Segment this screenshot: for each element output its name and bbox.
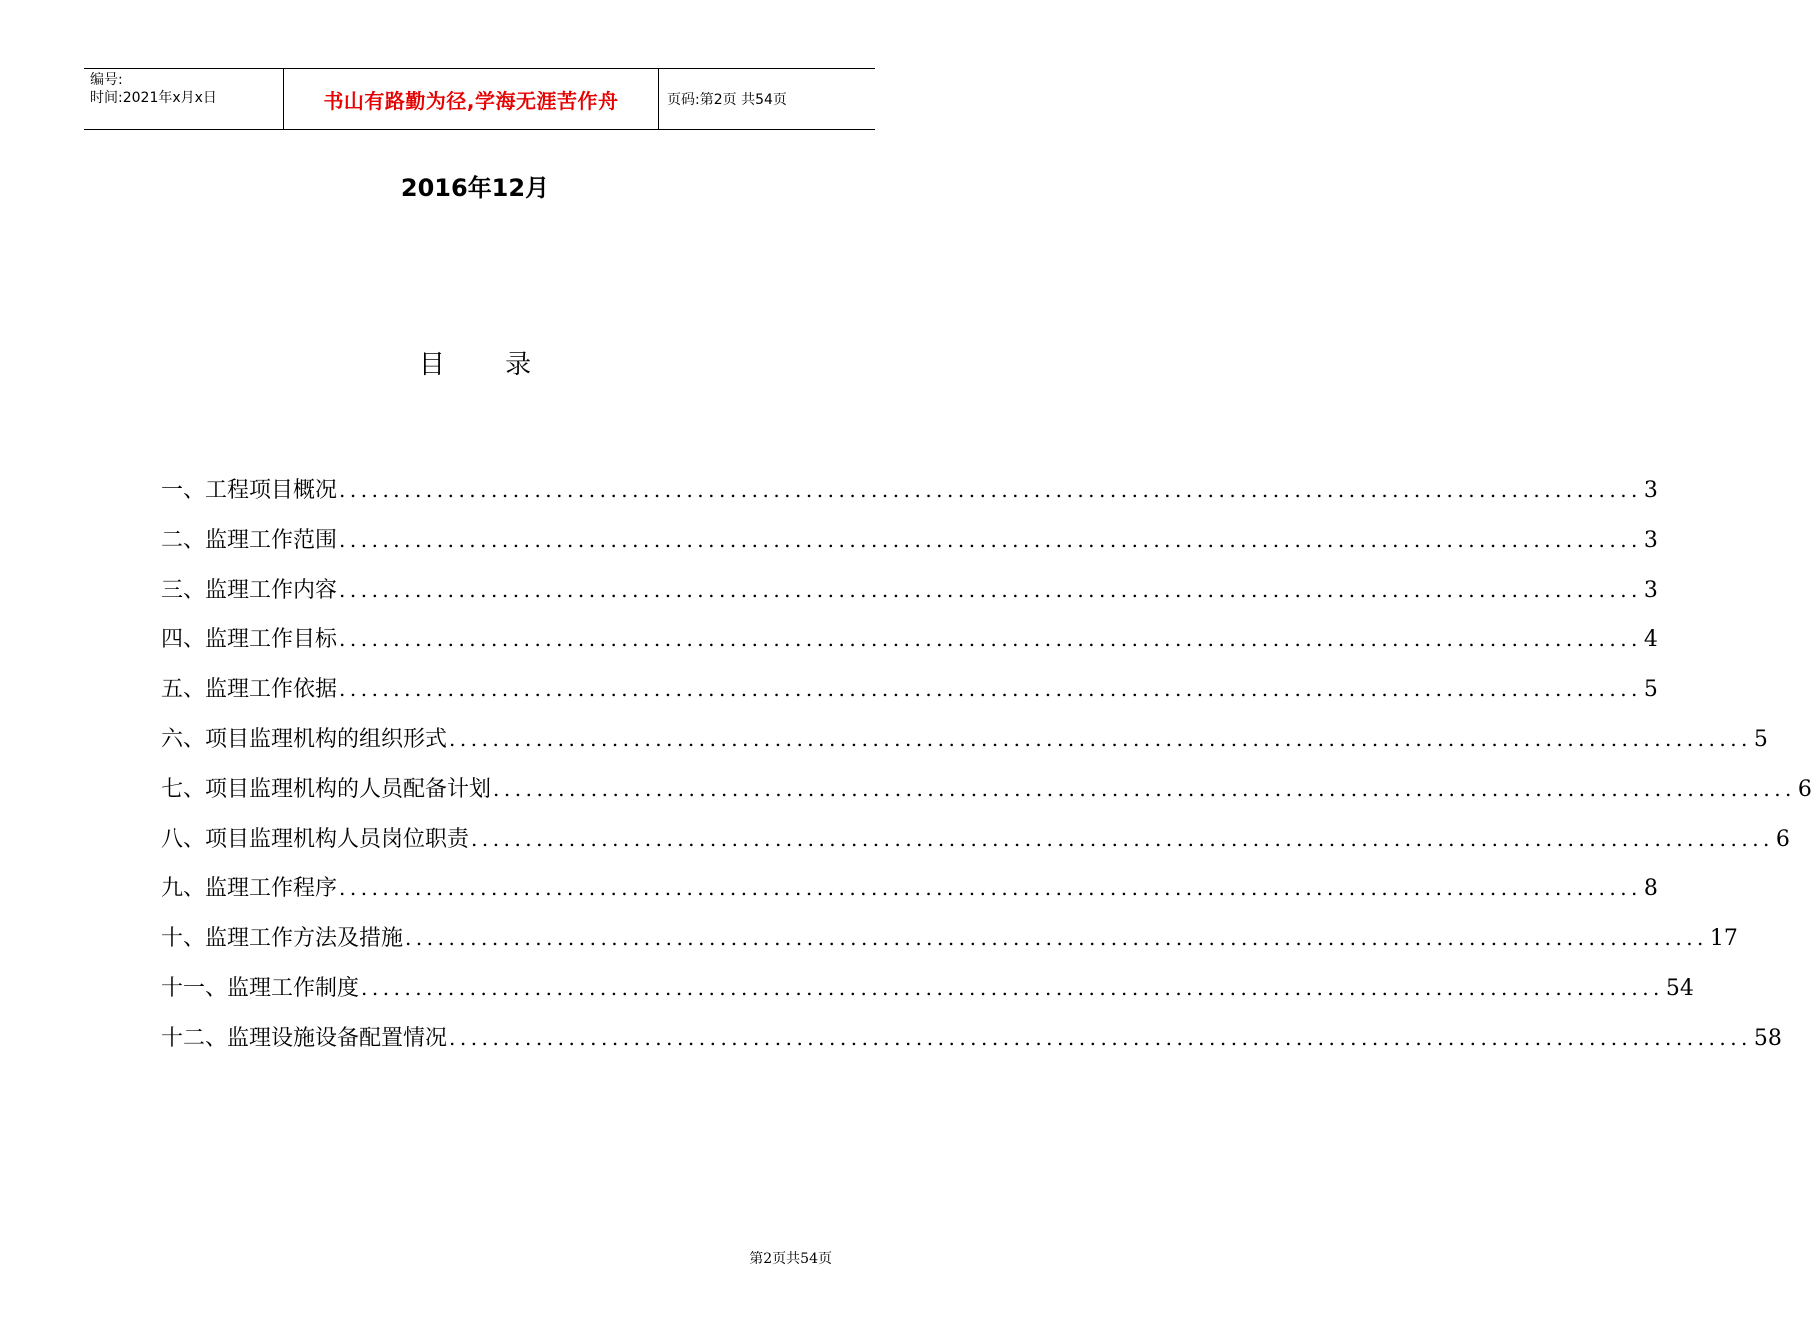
toc-leader: ........................................................................................................................ <box>405 926 1708 951</box>
toc-entry-text: 十二、监理设施设备配置情况 <box>161 1025 448 1051</box>
toc-entry-page: 8 <box>1643 876 1658 902</box>
toc-entry-page: 4 <box>1643 627 1658 653</box>
time-label: 时间:2021年x月x日 <box>90 90 217 106</box>
toc-entry[interactable] <box>161 918 1738 968</box>
header-meta <box>84 69 284 129</box>
toc-entry[interactable] <box>161 520 1658 570</box>
toc-entry-text: 二、监理工作范围 <box>161 527 338 553</box>
toc-leader: ........................................................................................................................ <box>339 577 1642 602</box>
toc-entry[interactable] <box>161 719 1768 769</box>
toc-entry-page: 5 <box>1643 677 1658 703</box>
toc-leader: ........................................................................................................................ <box>339 876 1642 901</box>
toc-entry-page: 5 <box>1753 726 1768 752</box>
toc-entry[interactable] <box>161 470 1658 520</box>
toc-leader: ........................................................................................................................ <box>449 726 1752 751</box>
toc-entry-page: 58 <box>1753 1025 1782 1051</box>
toc-leader: ........................................................................................................................ <box>361 975 1664 1000</box>
toc-entry[interactable] <box>161 968 1694 1018</box>
toc-entry-page: 3 <box>1643 478 1658 503</box>
toc-entry-text: 七、项目监理机构的人员配备计划 <box>161 776 492 802</box>
toc-leader: ........................................................................................................................ <box>339 627 1642 652</box>
toc-entry[interactable] <box>161 1018 1782 1068</box>
toc-leader: ........................................................................................................................ <box>449 1025 1752 1050</box>
number-label: 编号: <box>90 72 123 88</box>
toc-entry-text: 六、项目监理机构的组织形式 <box>161 726 448 752</box>
toc-entry-page: 17 <box>1709 926 1738 952</box>
toc-entry-text: 九、监理工作程序 <box>161 876 338 902</box>
toc-entry-text: 一、工程项目概况 <box>161 478 338 503</box>
toc-entry-text: 三、监理工作内容 <box>161 577 338 603</box>
toc-entry-page: 6 <box>1775 826 1790 852</box>
toc-leader: ........................................................................................................................ <box>339 478 1642 502</box>
toc-entry-text: 五、监理工作依据 <box>161 677 338 703</box>
toc-entry[interactable] <box>161 868 1658 918</box>
toc-title: 目 录 <box>418 350 558 380</box>
header-motto: 书山有路勤为径,学海无涯苦作舟 <box>284 69 659 129</box>
header-page-info: 页码:第2页 共54页 <box>667 92 787 108</box>
date-title: 2016年12月 <box>400 174 550 202</box>
toc-entry-page: 3 <box>1643 527 1658 553</box>
toc-entry[interactable] <box>161 570 1658 620</box>
toc-entry[interactable] <box>161 669 1658 719</box>
page-header <box>84 68 875 130</box>
toc-entry-page: 54 <box>1665 975 1694 1001</box>
table-of-contents <box>161 470 1812 1068</box>
toc-entry[interactable] <box>161 819 1790 869</box>
toc-entry-text: 十、监理工作方法及措施 <box>161 926 404 952</box>
toc-leader: ........................................................................................................................ <box>493 776 1796 801</box>
toc-entry-page: 3 <box>1643 577 1658 603</box>
toc-entry-page: 6 <box>1797 776 1812 802</box>
toc-leader: ........................................................................................................................ <box>471 826 1774 851</box>
toc-entry[interactable] <box>161 769 1812 819</box>
page-footer: 第2页共54页 <box>749 1251 832 1267</box>
toc-entry-text: 十一、监理工作制度 <box>161 975 360 1001</box>
toc-entry-text: 八、项目监理机构人员岗位职责 <box>161 826 470 852</box>
toc-entry-text: 四、监理工作目标 <box>161 627 338 653</box>
toc-leader: ........................................................................................................................ <box>339 677 1642 702</box>
toc-leader: ........................................................................................................................ <box>339 527 1642 552</box>
toc-entry[interactable] <box>161 619 1658 669</box>
